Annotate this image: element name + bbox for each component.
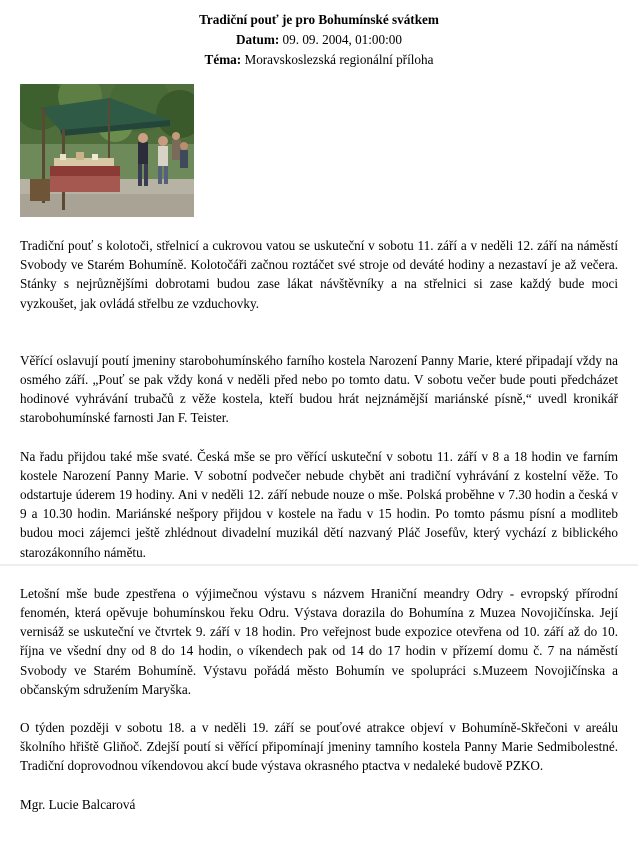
topic-value: Moravskoslezská regionální příloha	[244, 52, 434, 67]
article-date-row	[0, 30, 638, 50]
article-header	[0, 0, 638, 70]
fair-photo	[20, 84, 194, 217]
article-body	[20, 236, 618, 814]
topic-label: Téma:	[204, 52, 242, 67]
paragraph: Letošní mše bude zpestřena o výjimečnou výstavu s názvem Hraniční meandry Odry - evropský přírodní fenomén, která opěvuje bohumínskou řeku Odru. Výstava dorazila do Bohumína z Muzea Novojičínska. Její vernisáž se uskuteční ve čtvrtek 9. září v 18 hodin. Pro veřejnost bude expozice otevřena od 10. září až do 10. října ve všední dny od 8 do 14 hodin, o víkendech pak od 14 do 17 hodin v přízemí domu č. 7 na náměstí Svobody ve Starém Bohumíně. Výstavu pořádá město Bohumín ve spolupráci s.Muzeem Novojičínska a občanským sdružením Maryška.	[20, 585, 618, 697]
article-title: Tradiční pouť je pro Bohumínské svátkem	[199, 12, 439, 27]
paragraph: O týden později v sobotu 18. a v neděli 19. září se pouťové atrakce objeví v Bohumíně-Skřečoni v areálu školního hřiště Gliňoč. Zdejší poutí si věřící připomínají jmeniny tamního kostela Panny Marie Sedmibolestné. Tradiční doprovodnou víkendovou akcí bude výstava okrasného ptactva v nedaleké budově PZKO.	[20, 720, 618, 774]
date-label: Datum:	[236, 32, 280, 47]
paragraph: Tradiční pouť s kolotoči, střelnicí a cukrovou vatou se uskuteční v sobotu 11. září a v neděli 12. září na náměstí Svobody ve Starém Bohumíně. Kolotočáři začnou roztáčet své stroje od deváté hodiny a nezastaví je až večera. Stánky s nejrůznějšími dobrotami budou zase lákat návštěvníky a na střelnici si zase každý bude moci vyzkoušet, jak ovládá střelbu ze vzduchovky.	[20, 238, 618, 311]
article-author: Mgr. Lucie Balcarová	[20, 796, 136, 812]
paragraph: Věřící oslavují poutí jmeniny starobohumínského farního kostela Narození Panny Marie, které připadají vždy na osmého září. „Pouť se pak vždy koná v neděli před nebo po tomto datu. V sobotu večer bude pouti předcházet hodinové vyhrávání trubačů z věže kostela, kteří budou hrát nejznámější mariánské písně,“ uvedl kronikář starobohumínské farnosti Jan F. Teister.	[20, 352, 618, 426]
paragraph: Na řadu přijdou také mše svaté. Česká mše se pro věřící uskuteční v sobotu 11. září v 8 a 18 hodin ve farním kostele Narození Panny Marie. V sobotní podvečer nebude chybět ani tradiční vyhrávání z kostelní věže. To odstartuje úderem 19 hodiny. Ani v neděli 12. září nebude nouze o mše. Polská proběhne v 7.30 hodin a česká v 9 a 10.30 hodin. Mariánské nešpory přijdou v kostele na řadu v 15 hodin. Po tomto pásmu písní a modliteb budou moci zájemci ještě zhlédnout divadelní muzikál dětí nazvaný Pláč Josefův, který vychází z biblického starozákonního námětu.	[20, 448, 618, 560]
article-topic-row	[0, 50, 638, 70]
date-value: 09. 09. 2004, 01:00:00	[282, 32, 402, 47]
